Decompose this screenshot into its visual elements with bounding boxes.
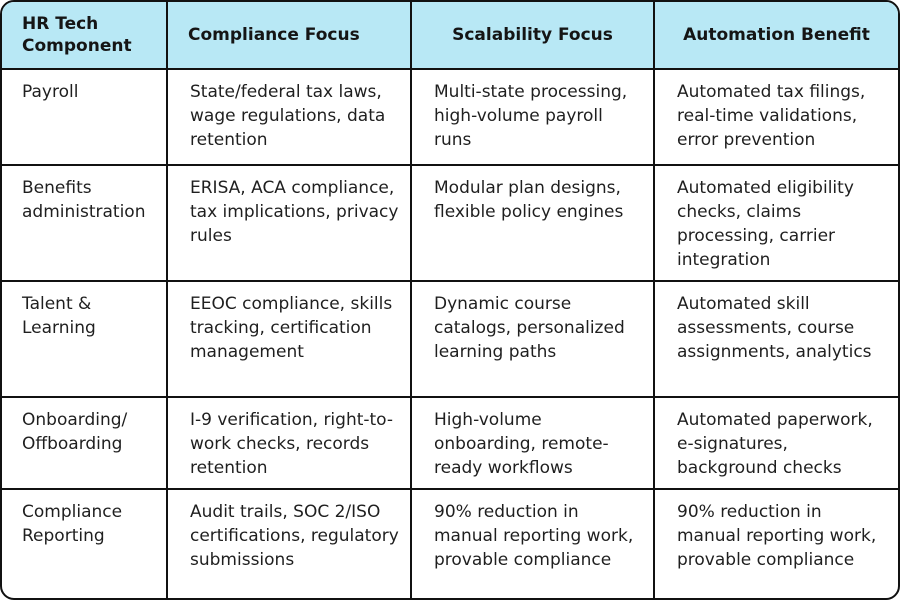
cell-automation-benefit: Automated tax filings, real-time validations, error prevention xyxy=(654,69,898,165)
cell-scalability-focus: Multi-state processing, high-volume payroll runs xyxy=(411,69,654,165)
cell-scalability-focus: 90% reduction in manual reporting work, provable compliance xyxy=(411,489,654,600)
cell-compliance-focus: EEOC compliance, skills tracking, certification management xyxy=(167,281,411,397)
cell-scalability-focus: High-volume onboarding, remote-ready workflows xyxy=(411,397,654,489)
cell-automation-benefit: 90% reduction in manual reporting work, provable compliance xyxy=(677,502,877,570)
cell-component: Compliance Reporting xyxy=(2,489,167,600)
cell-component: Onboarding/ Offboarding xyxy=(2,397,167,489)
header-compliance-focus: Compliance Focus xyxy=(167,2,411,69)
table-row-payroll xyxy=(2,69,898,165)
table-row-talent-learning xyxy=(2,281,898,397)
cell-compliance-focus: Audit trails, SOC 2/ISO certifications, regulatory submissions xyxy=(167,489,411,600)
table-row-compliance-reporting xyxy=(2,489,898,600)
cell-component: Talent & Learning xyxy=(2,281,167,397)
cell-component: Benefits administration xyxy=(2,165,167,281)
table-row-onboarding xyxy=(2,397,898,489)
table-header-row xyxy=(2,2,898,69)
header-hr-tech-component: HR Tech Component xyxy=(2,2,167,69)
cell-compliance-focus: I-9 verification, right-to-work checks, records retention xyxy=(167,397,411,489)
cell-compliance-focus: State/federal tax laws, wage regulations, data retention xyxy=(167,69,411,165)
cell-automation-benefit: Automated skill assessments, course assignments, analytics xyxy=(654,281,898,397)
cell-automation-benefit: Automated paperwork, e-signatures, background checks xyxy=(654,397,898,489)
cell-scalability-focus: Dynamic course catalogs, personalized learning paths xyxy=(411,281,654,397)
cell-scalability-focus: Modular plan designs, flexible policy engines xyxy=(411,165,654,281)
cell-compliance-focus: ERISA, ACA compliance, tax implications, privacy rules xyxy=(167,165,411,281)
cell-automation-benefit: Automated eligibility checks, claims processing, carrier integration xyxy=(654,165,898,281)
header-automation-benefit: Automation Benefit xyxy=(654,2,898,69)
cell-component: Payroll xyxy=(2,69,167,165)
table-row-benefits xyxy=(2,165,898,281)
hr-tech-comparison-table xyxy=(2,2,898,600)
header-scalability-focus: Scalability Focus xyxy=(411,2,654,69)
